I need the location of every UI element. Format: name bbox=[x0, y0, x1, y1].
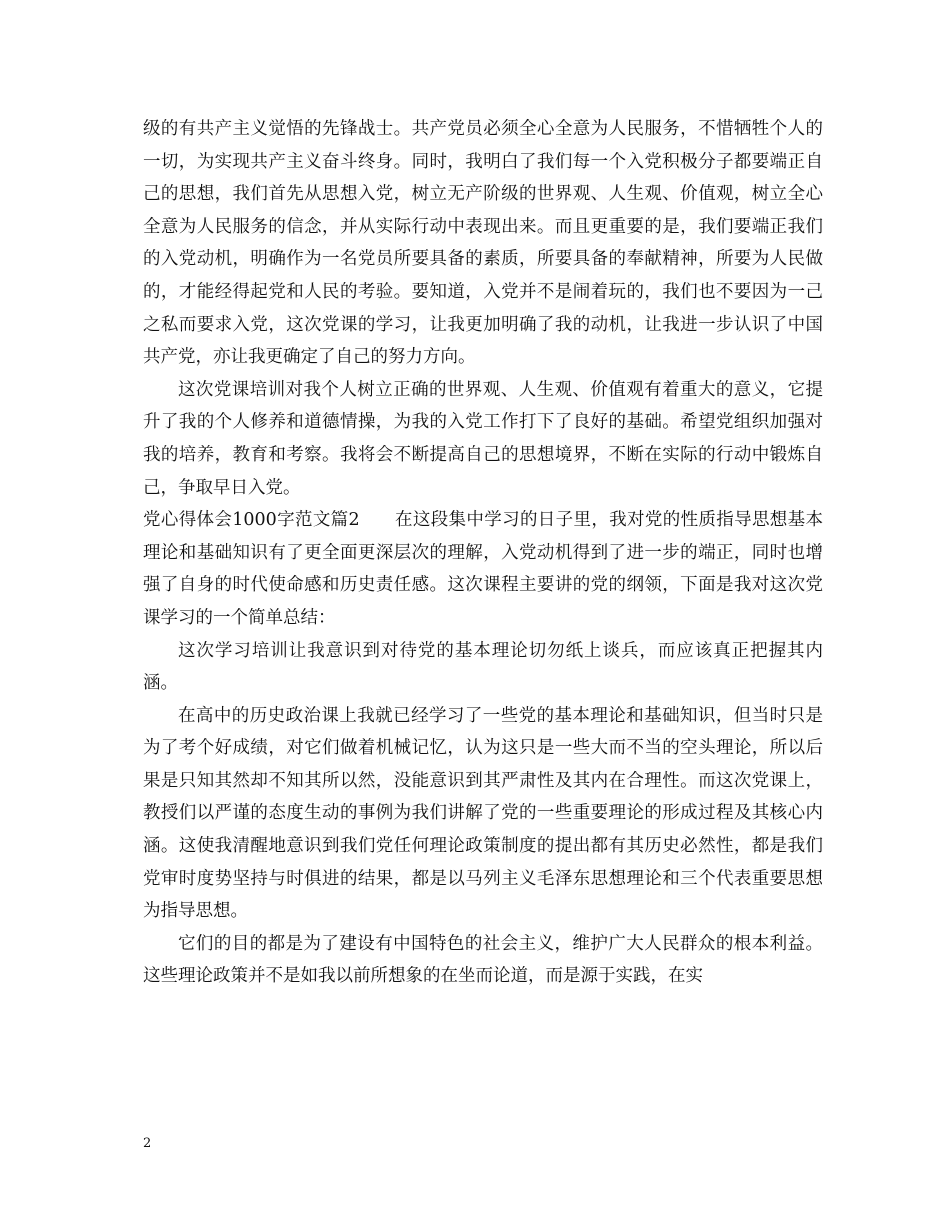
document-body bbox=[143, 113, 823, 993]
paragraph-significance: 这次党课培训对我个人树立正确的世界观、人生观、价值观有着重大的意义，它提升了我的个人修养和道德情操，为我的入党工作打下了良好的基础。希望党组织加强对我的培养，教育和考察。我将会不断提高自己的思想境界，不断在实际的行动中锻炼自己，争取早日入党。 bbox=[143, 379, 823, 498]
paragraph-theory: 这次学习培训让我意识到对待党的基本理论切勿纸上谈兵，而应该真正把握其内涵。 bbox=[143, 640, 823, 694]
paragraph-purpose: 它们的目的都是为了建设有中国特色的社会主义，维护广大人民群众的根本利益。这些理论政策并不是如我以前所想象的在坐而论道，而是源于实践，在实 bbox=[143, 933, 823, 987]
page-number: 2 bbox=[143, 1136, 152, 1151]
section-intro-text: 在这段集中学习的日子里，我对党的性质指导思想基本理论和基础知识有了更全面更深层次的理解，入党动机得到了进一步的端正，同时也增强了自身的时代使命感和历史责任感。这次课程主要讲的党的纲领，下面是我对这次党课学习的一个简单总结： bbox=[143, 510, 824, 628]
section-heading: 党心得体会1000字范文篇2 bbox=[143, 510, 360, 531]
paragraph-section-intro bbox=[143, 504, 823, 634]
paragraph-high-school: 在高中的历史政治课上我就已经学习了一些党的基本理论和基础知识，但当时只是为了考个好成绩，对它们做着机械记忆，认为这只是一些大而不当的空头理论，所以后果是只知其然却不知其所以然，没能意识到其严肃性及其内在合理性。而这次党课上，教授们以严谨的态度生动的事例为我们讲解了党的一些重要理论的形成过程及其核心内涵。这使我清醒地意识到我们党任何理论政策制度的提出都有其历史必然性，都是我们党审时度势坚持与时俱进的结果，都是以马列主义毛泽东思想理论和三个代表重要思想为指导思想。 bbox=[143, 705, 823, 922]
paragraph-continuation: 级的有共产主义觉悟的先锋战士。共产党员必须全心全意为人民服务，不惜牺牲个人的一切，为实现共产主义奋斗终身。同时，我明白了我们每一个入党积极分子都要端正自己的思想，我们首先从思想入党，树立无产阶级的世界观、人生观、价值观，树立全心全意为人民服务的信念，并从实际行动中表现出来。而且更重要的是，我们要端正我们的入党动机，明确作为一名党员所要具备的素质，所要具备的奉献精神，所要为人民做的，才能经得起党和人民的考验。要知道，入党并不是闹着玩的，我们也不要因为一己之私而要求入党，这次党课的学习，让我更加明确了我的动机，让我进一步认识了中国共产党，亦让我更确定了自己的努力方向。 bbox=[143, 119, 823, 368]
